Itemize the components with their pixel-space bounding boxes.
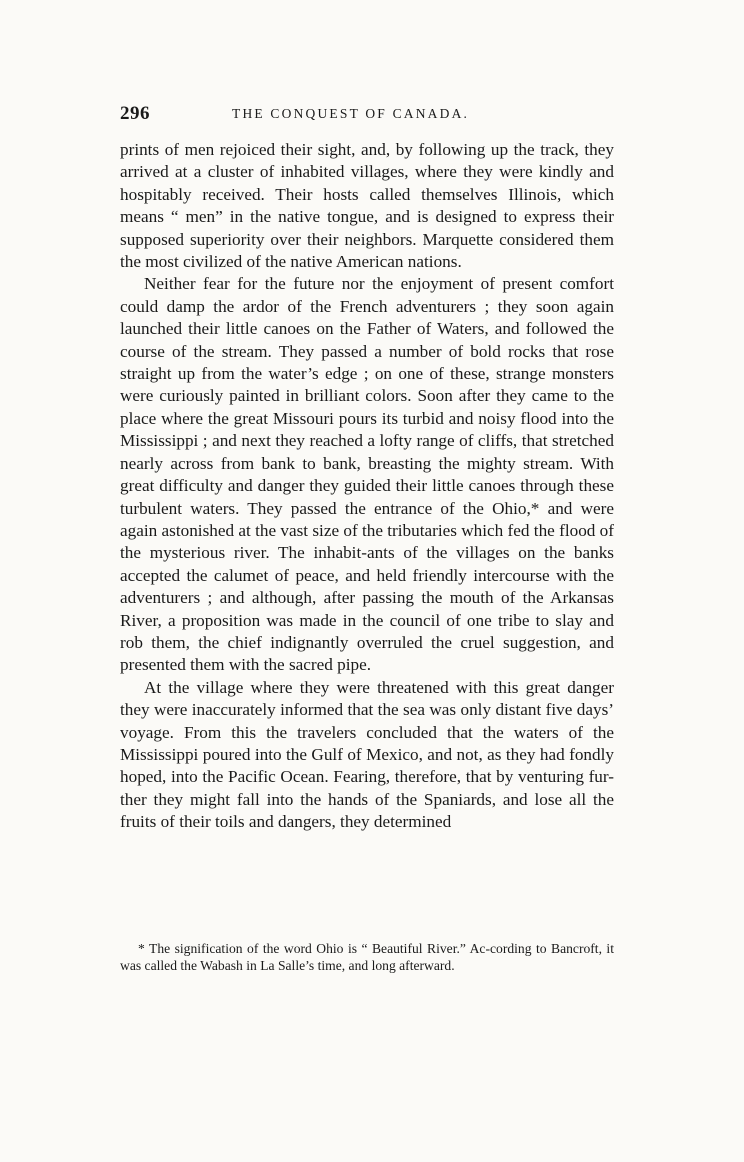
paragraph-3: At the village where they were threatened with this great danger they were inaccurately informed that the sea was only distant five days’ voyage. From this the travelers concluded that the waters of the Mississippi poured into the Gulf of Mexico, and not, as they had fondly hoped, into the Pacific Ocean. Fearing, therefore, that by venturing fur-ther they might fall into the hands of the Spaniards, and lose all the fruits of their toils and dangers, they determined [120, 677, 614, 832]
paragraph-1: prints of men rejoiced their sight, and, by following up the track, they arrived at a cluster of inhabited villages, where they were kindly and hospitably received. Their hosts called themselves Illinois, which means “ men” in the native tongue, and is designed to express their supposed superiority over their neighbors. Marquette considered them the most civilized of the native American nations. [120, 140, 614, 272]
footnote [120, 940, 614, 974]
page-number: 296 [120, 103, 150, 124]
footnote-text: * The signification of the word Ohio is “ Beautiful River.” Ac-cording to Bancroft, it was called the Wabash in La Salle’s time, and long afterward. [120, 941, 614, 974]
paragraph-2: Neither fear for the future nor the enjoyment of present comfort could damp the ardor of the French adventurers ; they soon again launched their little canoes on the Father of Waters, and followed the course of the stream. They passed a number of bold rocks that rose straight up from the water’s edge ; on one of these, strange monsters were curiously painted in brilliant colors. Soon after they came to the place where the great Missouri pours its turbid and noisy flood into the Mississippi ; and next they reached a lofty range of cliffs, that stretched nearly across from bank to bank, breasting the mighty stream. With great difficulty and danger they guided their little canoes through these turbulent waters. They passed the entrance of the Ohio,* and were again astonished at the vast size of the tributaries which fed the flood of the mysterious river. The inhabit-ants of the villages on the banks accepted the calumet of peace, and held friendly intercourse with the adventurers ; and although, after passing the mouth of the Arkansas River, a proposition was made in the council of one tribe to slay and rob them, the chief indignantly overruled the cruel suggestion, and presented them with the sacred pipe. [120, 274, 614, 675]
body-text [120, 139, 614, 834]
page-header [120, 103, 614, 125]
running-head: THE CONQUEST OF CANADA. [232, 106, 470, 121]
